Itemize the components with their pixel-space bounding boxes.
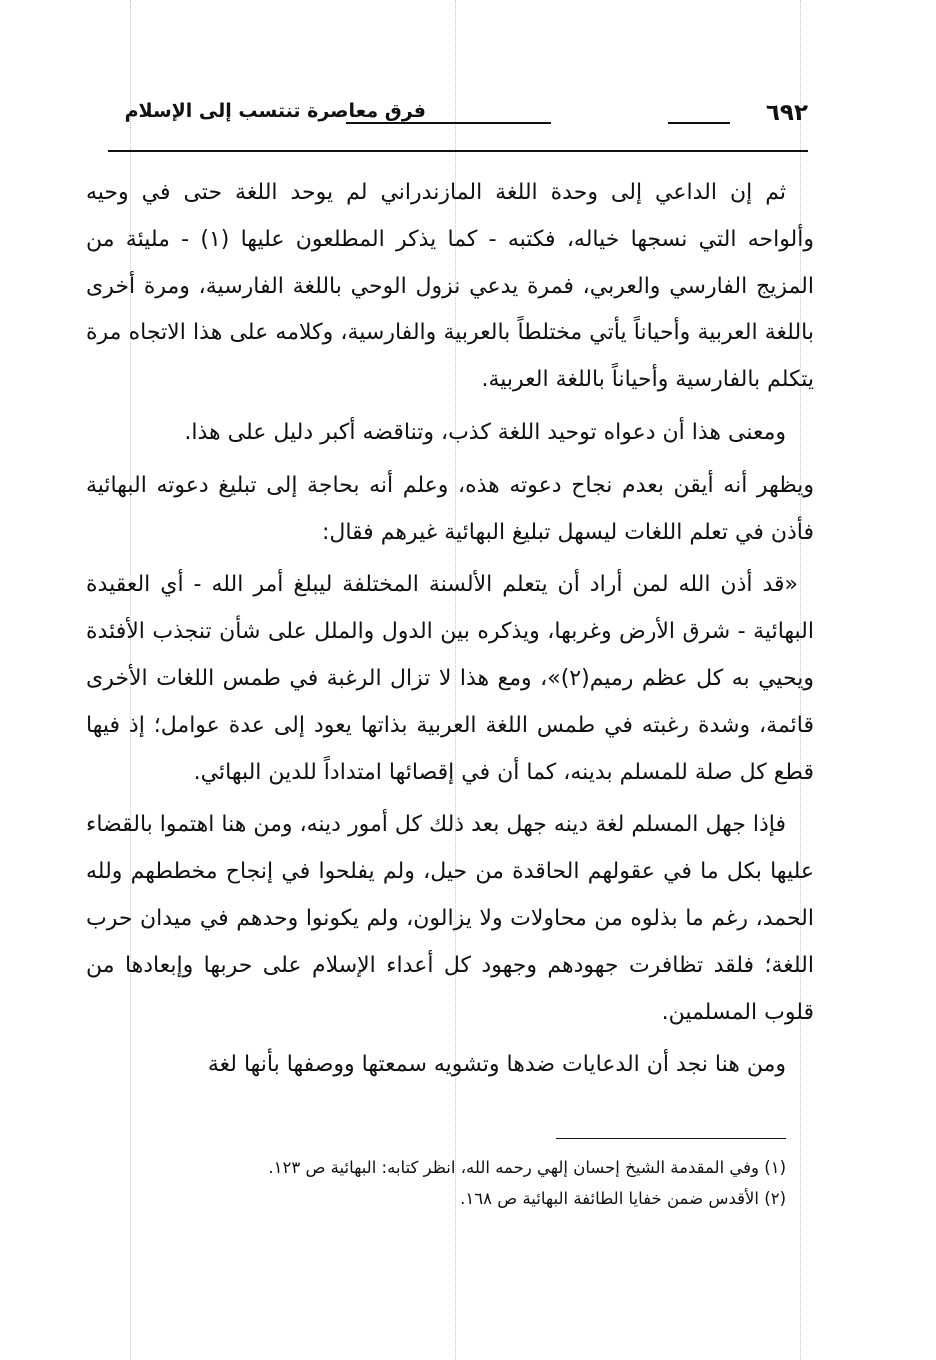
paragraph: ثم إن الداعي إلى وحدة اللغة المازندراني لم يوحد اللغة حتى في وحيه وألواحه التي نسجها خياله، فكتبه - كما يذكر المطلعون عليها (١) - مليئة من المزيج الفارسي والعربي، فمرة يدعي نزول الوحي باللغة الفارسية، ومرة أخرى باللغة العربية وأحياناً يأتي مختلطاً بالعربية والفارسية، وكلامه على هذا الاتجاه مرة يتكلم بالفارسية وأحياناً باللغة العربية. [86,180,814,393]
paragraph: ومن هنا نجد أن الدعايات ضدها وتشويه سمعتها ووصفها بأنها لغة [207,1052,786,1078]
main-text [86,170,814,1095]
running-title: فرق معاصرة تنتسب إلى الإسلام [124,100,426,122]
page-header [108,96,808,154]
footnote-separator [556,1138,786,1139]
header-underline [108,150,808,152]
header-rule [346,122,551,124]
paragraph: ويظهر أنه أيقن بعدم نجاح دعوته هذه، وعلم أنه بحاجة إلى تبليغ دعوته البهائية فأذن في تعلم اللغات ليسهل تبليغ البهائية غيرهم فقال: [86,472,814,545]
page-number: ٦٩٢ [765,100,808,126]
paragraph: ومعنى هذا أن دعواه توحيد اللغة كذب، وتناقضه أكبر دليل على هذا. [184,419,786,445]
paragraph: فإذا جهل المسلم لغة دينه جهل بعد ذلك كل أمور دينه، ومن هنا اهتموا بالقضاء عليها بكل ما في عقولهم الحاقدة من حيل، ولم يفلحوا في إنجاح مخططهم ولله الحمد، رغم ما بذلوه من محاولات ولا يزالون، ولم يكونوا وحدهم في ميدان حرب اللغة؛ فلقد تظافرت جهودهم وجهود كل أعداء الإسلام على حربها وإبعادها من قلوب المسلمين. [86,812,814,1025]
footnote: (٢) الأقدس ضمن خفايا الطائفة البهائية ص ١٦٨. [460,1189,786,1208]
header-rule [668,122,730,124]
footnote: (١) وفي المقدمة الشيخ إحسان إلهي رحمه الله، انظر كتابه: البهائية ص ١٢٣. [268,1158,786,1177]
footnotes [120,1152,786,1214]
quotation-paragraph: «قد أذن الله لمن أراد أن يتعلم الألسنة المختلفة ليبلغ أمر الله - أي العقيدة البهائية - شرق الأرض وغربها، ويذكره بين الدول والملل على شأن تنجذب الأفئدة ويحيي به كل عظم رميم(٢)»، ومع هذا لا تزال الرغبة في طمس اللغات الأخرى قائمة، وشدة رغبته في طمس اللغة العربية بذاتها يعود إلى عدة عوامل؛ إذ فيها قطع كل صلة للمسلم بدينه، كما أن في إقصائها امتداداً للدين البهائي. [86,572,814,785]
